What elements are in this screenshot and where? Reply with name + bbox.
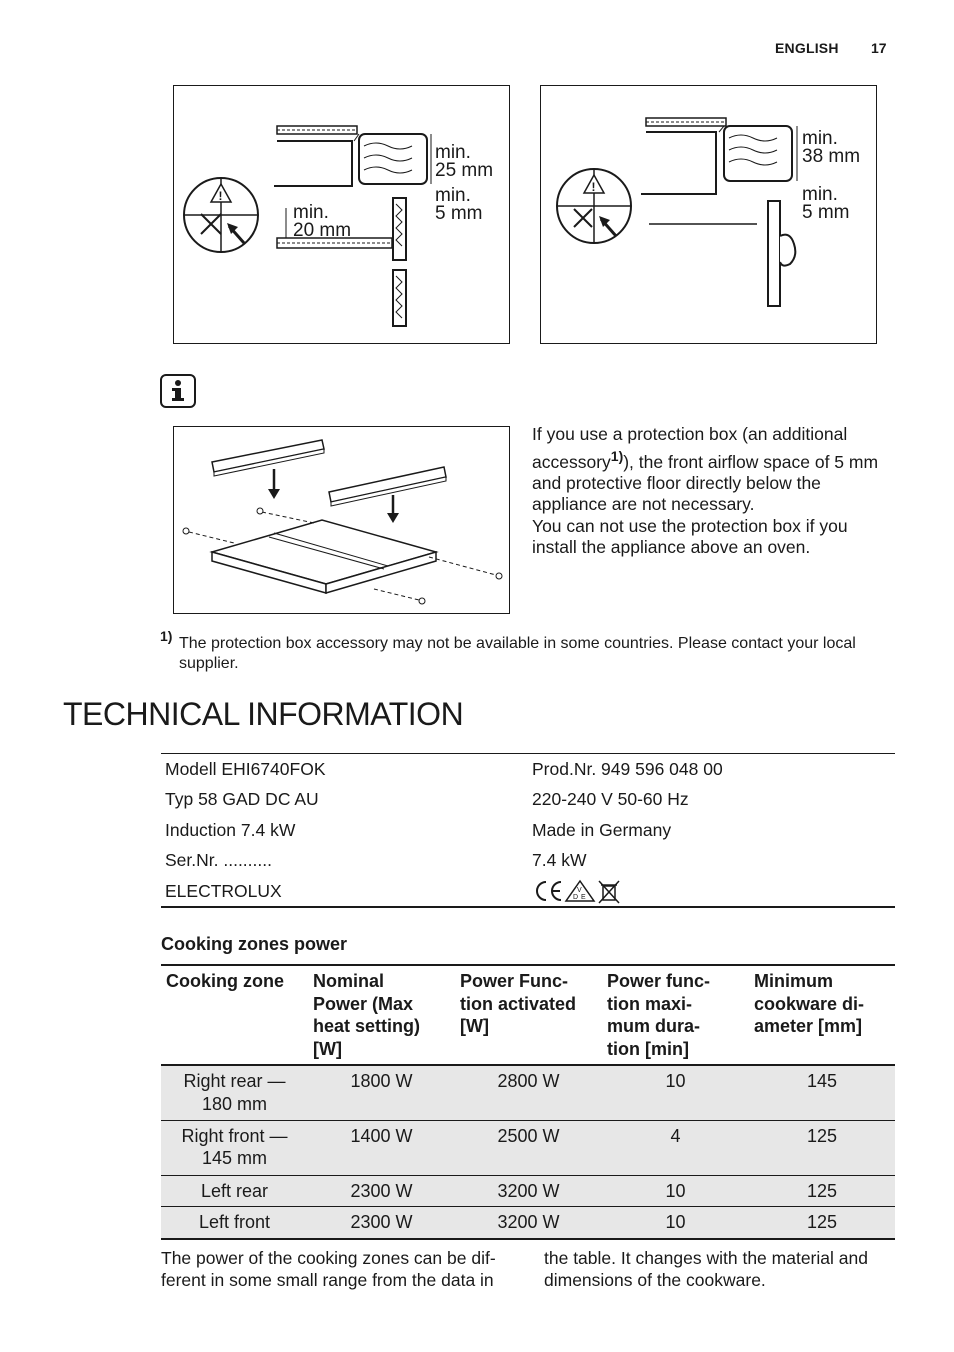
cell-power-function: 2800 W [455,1065,602,1120]
cooking-zones-table [161,964,895,1240]
rating-row [161,815,895,845]
dimension-label-line2: 5 mm [802,202,850,223]
ce-mark-icon [537,882,561,900]
dimension-label-line1: min. [435,142,471,163]
cooking-zones-title: Cooking zones power [161,934,348,954]
header-language: ENGLISH [775,40,839,56]
rating-cell-right: 220-240 V 50-60 Hz [532,789,689,810]
dimension-label-line2: 20 mm [293,220,352,241]
rating-plate [161,753,895,908]
cell-max-duration: 10 [602,1065,749,1120]
column-header-power-function [455,965,602,1065]
table-header-row [161,965,895,1065]
header-line: tion [min] [607,1038,689,1059]
column-header-max-duration [602,965,749,1065]
warning-icon [557,169,631,243]
cell-line: Left front [198,1212,271,1232]
cell-min-diameter: 125 [749,1120,895,1175]
svg-text:!: ! [591,180,596,194]
cell-cooking-zone [161,1065,308,1120]
cell-line: Right front — [181,1125,288,1146]
vde-mark-icon [566,881,594,901]
rating-row [161,876,895,906]
cell-max-duration: 10 [602,1207,749,1239]
cell-nominal-power: 1800 W [308,1065,455,1120]
cell-nominal-power: 2300 W [308,1207,455,1239]
info-icon [160,374,196,408]
svg-text:V: V [577,886,582,894]
header-line: cookware di- [754,993,865,1014]
column-header-min-diameter [749,965,895,1065]
cell-max-duration: 4 [602,1120,749,1175]
rating-cell-right: Prod.Nr. 949 596 048 00 [532,759,723,779]
page-number: 17 [871,40,887,56]
power-note-column-2: the table. It changes with the material and dimensions of the cookware. [544,1248,868,1290]
cell-line: Right rear — [183,1071,286,1091]
column-header-nominal-power [308,965,455,1065]
footnote-text: The protection box accessory may not be available in some countries. Please contact your local supplier. [179,635,856,672]
header-line: Power func- [607,971,711,991]
warning-icon [184,178,258,252]
protection-box-description [532,424,882,559]
rating-row [161,784,895,814]
protection-box-figure [173,426,510,614]
header-line: Power Func- [460,971,569,991]
header-line: Minimum [754,971,833,991]
svg-text:D: D [573,893,579,901]
svg-text:!: ! [218,189,223,203]
cell-cooking-zone [161,1175,308,1207]
crossed-bin-icon [599,881,619,903]
table-row [161,1065,895,1120]
header-line: Nominal [313,971,385,991]
installation-figure-left [173,85,510,344]
rating-row [161,754,895,784]
dimension-label-line2: 25 mm [435,160,494,181]
cell-power-function: 3200 W [455,1207,602,1239]
header-line: [W] [313,1038,342,1059]
rating-cell-left: Typ 58 GAD DC AU [165,789,319,810]
protection-box-paragraph [532,424,882,516]
protection-box-drawing [174,427,509,613]
dimension-label-line1: min. [802,128,838,149]
table-row [161,1120,895,1175]
rating-cell-right: Made in Germany [532,819,672,840]
cell-cooking-zone [161,1120,308,1175]
header-line: ameter [mm] [754,1016,863,1036]
certification-marks [532,878,624,909]
header-line: Power (Max [313,993,414,1014]
rating-cell-left: ELECTROLUX [165,880,282,901]
header-line: tion maxi- [607,993,693,1014]
rating-cell-left: Modell EHI6740FOK [165,759,326,779]
protection-box-oven-note: You can not use the protection box if you install the appliance above an oven. [532,515,848,558]
cell-nominal-power: 1400 W [308,1120,455,1175]
rating-cell-left: Ser.Nr. .......... [165,850,272,871]
cell-cooking-zone [161,1207,308,1239]
cell-max-duration: 10 [602,1175,749,1207]
installation-figure-right [540,85,877,344]
cell-power-function: 3200 W [455,1175,602,1207]
cell-power-function: 2500 W [455,1120,602,1175]
table-row [161,1175,895,1207]
cell-line: 180 mm [201,1093,268,1114]
header-line: heat setting) [313,1016,421,1036]
footnote-reference: 1) [610,447,624,464]
certification-marks-drawing [532,878,624,904]
header-line: [W] [460,1016,489,1036]
cell-line: Left rear [200,1180,269,1201]
footnote-mark: 1) [160,628,173,644]
column-header-cooking-zone [161,965,308,1065]
dimension-label-line2: 38 mm [802,146,861,167]
protection-box-text-end: ), the front airflow space of 5 mm and protective floor directly below the appliance are not necessary. [532,451,879,515]
rating-cell-right: 7.4 kW [532,850,587,871]
dimension-label-line2: 5 mm [435,203,483,224]
cell-nominal-power: 2300 W [308,1175,455,1207]
cell-min-diameter: 125 [749,1207,895,1239]
table-row [161,1207,895,1239]
cell-min-diameter: 125 [749,1175,895,1207]
dimension-label-line1: min. [293,202,329,223]
rating-cell-left: Induction 7.4 kW [165,819,296,840]
header-line: tion activated [460,993,577,1014]
section-title: TECHNICAL INFORMATION [63,696,464,732]
cell-min-diameter: 145 [749,1065,895,1120]
protection-box-text-start: If you use a protection box (an additional accessory [532,424,848,472]
cell-line: 145 mm [201,1148,268,1168]
header-line: mum dura- [607,1016,701,1036]
svg-text:E: E [581,893,586,901]
power-note-column-1: The power of the cooking zones can be dif-ferent in some small range from the data in [161,1248,496,1290]
dimension-label-line1: min. [802,184,838,205]
header-line: Cooking zone [166,971,284,991]
dimension-label-line1: min. [435,185,471,206]
rating-row [161,845,895,875]
